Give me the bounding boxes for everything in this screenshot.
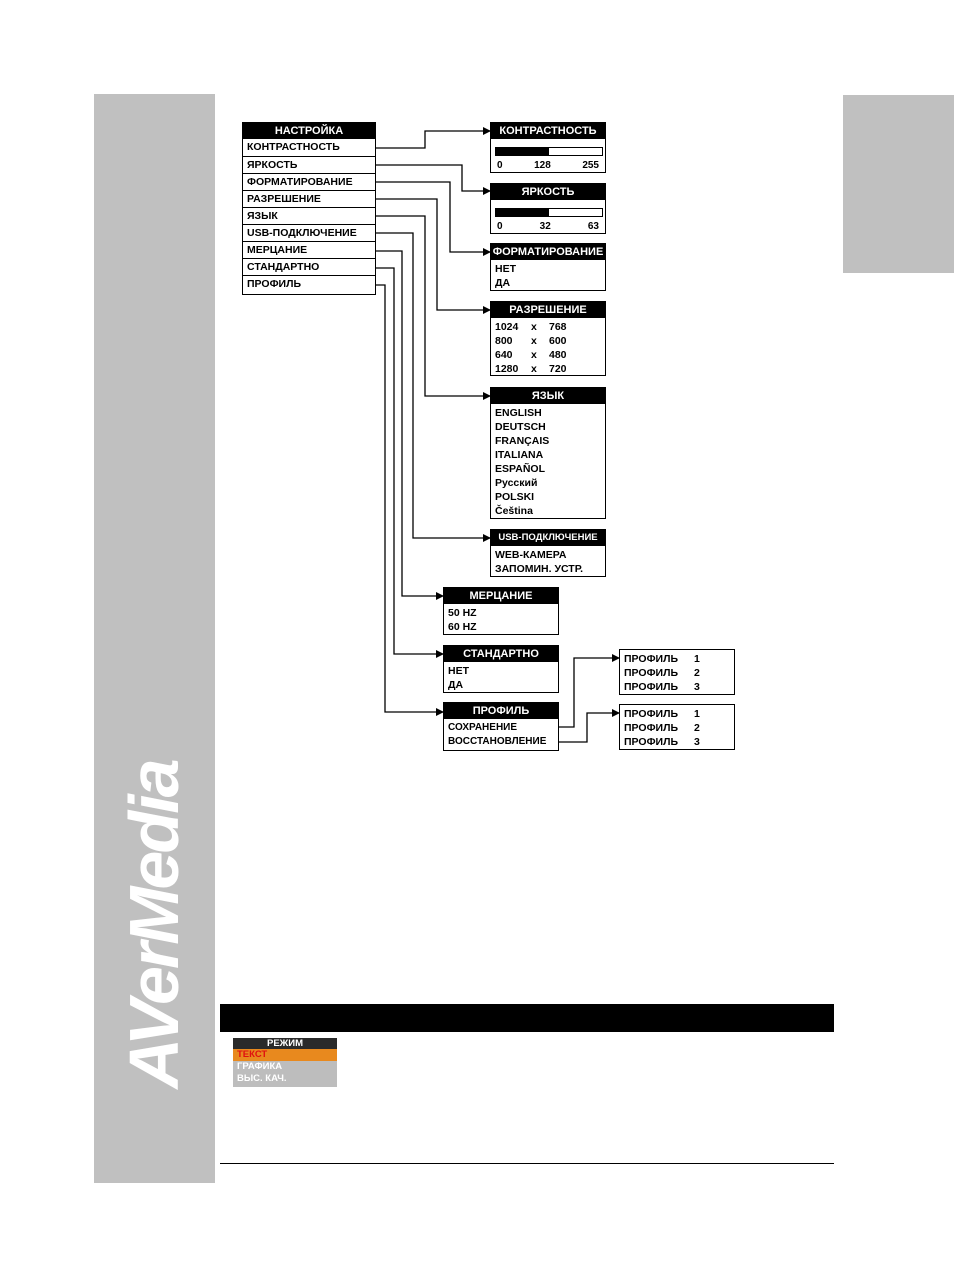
brightness-mid: 32 [539, 221, 551, 232]
language-option-cestina[interactable]: Čeština [495, 505, 533, 517]
brightness-title: ЯРКОСТЬ [491, 184, 605, 200]
default-option-yes[interactable]: ДА [448, 679, 464, 691]
profile-option-restore[interactable]: ВОССТАНОВЛЕНИЕ [448, 736, 547, 747]
profile-option-save[interactable]: СОХРАНЕНИЕ [448, 722, 518, 733]
brightness-submenu [490, 183, 606, 234]
flicker-option-60hz[interactable]: 60 HZ [448, 621, 477, 633]
brightness-scale [497, 221, 599, 232]
menu-item-language[interactable]: ЯЗЫК [243, 207, 375, 224]
resolution-submenu [490, 301, 606, 376]
brightness-slider-fill [496, 209, 549, 216]
resolution-option[interactable]: 1280 x 720 [495, 363, 567, 375]
contrast-slider[interactable] [495, 147, 603, 156]
menu-item-brightness[interactable]: ЯРКОСТЬ [243, 156, 375, 173]
brightness-min: 0 [497, 221, 503, 232]
flicker-submenu [443, 587, 559, 635]
format-option-no[interactable]: НЕТ [495, 263, 516, 275]
contrast-mid: 128 [534, 160, 551, 171]
menu-item-format[interactable]: ФОРМАТИРОВАНИЕ [243, 173, 375, 190]
resolution-option[interactable]: 1024 x 768 [495, 321, 567, 333]
format-title: ФОРМАТИРОВАНИЕ [492, 246, 604, 258]
language-option-deutsch[interactable]: DEUTSCH [495, 421, 546, 433]
profile-save-slot[interactable]: ПРОФИЛЬ 3 [624, 681, 700, 693]
menu-item-resolution[interactable]: РАЗРЕШЕНИЕ [243, 190, 375, 207]
contrast-max: 255 [582, 160, 599, 171]
language-option-english[interactable]: ENGLISH [495, 407, 542, 419]
usb-option-storage[interactable]: ЗАПОМИН. УСТР. [495, 563, 584, 575]
usb-submenu [490, 529, 606, 577]
profile-save-list [619, 649, 735, 695]
language-option-francais[interactable]: FRANÇAIS [495, 435, 550, 447]
menu-item-flicker[interactable]: МЕРЦАНИЕ [243, 241, 375, 258]
menu-item-profile[interactable]: ПРОФИЛЬ [243, 275, 375, 292]
default-submenu [443, 645, 559, 693]
menu-item-default[interactable]: СТАНДАРТНО [243, 258, 375, 275]
format-option-yes[interactable]: ДА [495, 277, 511, 289]
menu-item-contrast[interactable]: КОНТРАСТНОСТЬ [247, 141, 340, 153]
contrast-title: КОНТРАСТНОСТЬ [491, 123, 605, 139]
language-option-russian[interactable]: Русский [495, 477, 538, 489]
mode-option-high-quality[interactable]: ВЫС. КАЧ. [237, 1073, 287, 1084]
language-submenu [490, 387, 606, 519]
mode-option-graphics[interactable]: ГРАФИКА [237, 1061, 283, 1072]
menu-item-usb[interactable]: USB-ПОДКЛЮЧЕНИЕ [243, 224, 375, 241]
usb-option-webcam[interactable]: WEB-КАМЕРА [495, 549, 567, 561]
contrast-scale [497, 160, 599, 171]
main-menu-title: НАСТРОЙКА [243, 123, 375, 139]
language-option-espanol[interactable]: ESPAÑOL [495, 463, 545, 475]
footer-rule [220, 1163, 834, 1164]
resolution-option[interactable]: 800 x 600 [495, 335, 567, 347]
mode-option-text[interactable]: ТЕКСТ [233, 1049, 337, 1061]
profile-title: ПРОФИЛЬ [444, 703, 558, 719]
resolution-title: РАЗРЕШЕНИЕ [491, 302, 605, 318]
mode-menu [233, 1038, 337, 1087]
brightness-max: 63 [587, 221, 599, 232]
section-header-bar [220, 1004, 834, 1032]
profile-save-slot[interactable]: ПРОФИЛЬ 1 [624, 653, 700, 665]
profile-restore-slot[interactable]: ПРОФИЛЬ 1 [624, 708, 700, 720]
language-title: ЯЗЫК [491, 388, 605, 404]
language-option-polski[interactable]: POLSKI [495, 491, 535, 503]
contrast-min: 0 [497, 160, 503, 171]
profile-restore-slot[interactable]: ПРОФИЛЬ 2 [624, 722, 700, 734]
flicker-option-50hz[interactable]: 50 HZ [448, 607, 477, 619]
settings-main-menu [242, 122, 376, 295]
usb-title: USB-ПОДКЛЮЧЕНИЕ [491, 530, 605, 546]
default-title: СТАНДАРТНО [444, 646, 558, 662]
profile-restore-list [619, 704, 735, 750]
language-option-italiana[interactable]: ITALIANA [495, 449, 544, 461]
brightness-slider[interactable] [495, 208, 603, 217]
profile-save-slot[interactable]: ПРОФИЛЬ 2 [624, 667, 700, 679]
contrast-slider-fill [496, 148, 549, 155]
mode-menu-title: РЕЖИМ [233, 1038, 337, 1049]
flicker-title: МЕРЦАНИЕ [444, 588, 558, 604]
profile-submenu [443, 702, 559, 751]
format-submenu [490, 243, 606, 291]
resolution-option[interactable]: 640 x 480 [495, 349, 567, 361]
default-option-no[interactable]: НЕТ [448, 665, 469, 677]
profile-restore-slot[interactable]: ПРОФИЛЬ 3 [624, 736, 700, 748]
contrast-submenu [490, 122, 606, 173]
